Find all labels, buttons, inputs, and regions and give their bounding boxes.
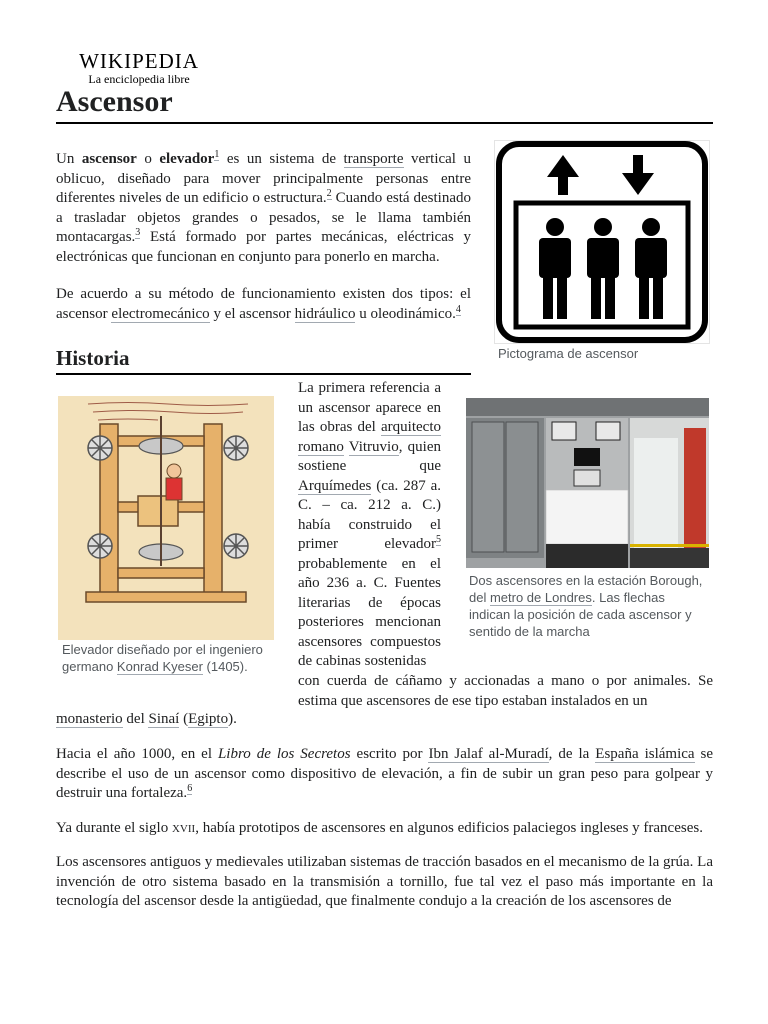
intro-paragraph-1 [56, 150, 471, 267]
paragraph-siglo-xvii [56, 819, 713, 839]
text: probablemente en el año 236 a. C. Fuentes literarias de épocas posteriores mencionan ascensores compuestos de cabinas sostenidas [298, 555, 441, 669]
paragraph-sistemas-traccion: Los ascensores antiguos y medievales utilizaban sistemas de tracción basados en el mecanismo de la grúa. La invención de otro sistema basado en la transmisión a tornillo, fue tal vez el paso más importante en la tecnología del ascensor desde la antigüedad, que finalmente condujo a la creación de los ascensores de [56, 854, 713, 909]
bold-term-elevador: elevador [159, 151, 215, 167]
hidraulico-link[interactable]: hidráulico [294, 305, 356, 322]
history-paragraph-end [56, 710, 713, 730]
page-title: Ascensor [56, 84, 713, 124]
text: Dos ascensores en la estación Borough, del [469, 573, 703, 605]
text: o [136, 151, 160, 167]
ref-5-link[interactable]: 5 [436, 534, 441, 545]
borough-caption [469, 572, 709, 640]
text: se describe el uso de un ascensor como dispositivo de elevación, a fin de subir un gran peso para golpear y destruir una fortaleza. [56, 746, 714, 801]
text: . Las flechas indican la posición de cada ascensor y sentido de la marcha [469, 590, 692, 639]
century-numeral: xvii [171, 820, 196, 836]
borough-station-image[interactable] [466, 398, 709, 568]
text: De acuerdo a su método de funcionamiento existen dos tipos: el ascensor [56, 286, 471, 322]
sinai-link[interactable]: Sinaí [148, 711, 180, 727]
metro-de-londres-link[interactable]: metro de Londres [489, 590, 592, 605]
egipto-link[interactable]: Egipto [188, 711, 229, 727]
text: Un [56, 151, 82, 167]
vitruvio-link[interactable]: Vitruvio [348, 438, 399, 455]
kyeser-caption [62, 641, 274, 675]
konrad-kyeser-link[interactable]: Konrad Kyeser [116, 659, 203, 674]
text: Elevador diseñado por el ingeniero germano [62, 642, 263, 674]
ibn-jalaf-link[interactable]: Ibn Jalaf al-Muradí [428, 746, 549, 762]
text: (ca. 287 a. C. – ca. 212 a. C.) había construido el primer elevador [298, 477, 441, 552]
ref-4-link[interactable]: 4 [455, 303, 461, 315]
text: , quien sostiene que [298, 438, 442, 474]
ref-1-link[interactable]: 1 [214, 149, 220, 160]
book-title: Libro de los Secretos [217, 746, 351, 762]
espana-islamica-link[interactable]: España islámica [595, 746, 695, 762]
ref-2-link[interactable]: 2 [326, 188, 332, 199]
section-title-historia: Historia [56, 344, 471, 375]
text: u oleodinámico. [355, 305, 456, 322]
text: Cuando está destinado a trasladar objetos grandes o pesados, se le llama también montacargas. [56, 190, 471, 245]
arquitecto-romano-link[interactable]: arquitecto romano [298, 419, 441, 455]
text: , había prototipos de ascensores en algunos edificios palaciegos ingleses y franceses. [195, 820, 703, 836]
intro-paragraph-2 [56, 285, 471, 324]
kyeser-elevator-image[interactable] [58, 396, 274, 640]
elevator-pictogram[interactable] [494, 140, 710, 344]
london-metro-elevators-photo [466, 398, 709, 568]
transporte-link[interactable]: transporte [343, 151, 404, 167]
text: del [122, 711, 149, 727]
text: ( [179, 711, 189, 727]
text: escrito por [350, 746, 429, 762]
elevator-pictogram-icon [495, 141, 709, 343]
electromecanico-link[interactable]: electromecánico [111, 305, 210, 322]
history-paragraph-column [298, 379, 441, 672]
bold-term-ascensor: ascensor [81, 151, 137, 167]
text: Está formado por partes mecánicas, eléctricas y electrónicas que funcionan en conjunto para ponerlo en marcha. [56, 229, 471, 265]
text: con cuerda de cáñamo y accionadas a mano o por animales. Se estima que ascensores de ese tipo estaban instalados en un [298, 673, 713, 709]
text: es un sistema de [219, 151, 344, 167]
wikipedia-wordmark: WIKIPEDIA [79, 49, 199, 73]
text: (1405). [202, 659, 248, 674]
paragraph-libro-secretos [56, 745, 713, 804]
ref-6-link[interactable]: 6 [187, 783, 193, 794]
text: ). [228, 711, 237, 727]
ref-3-link[interactable]: 3 [135, 227, 141, 238]
text: , de la [548, 746, 596, 762]
text: y el ascensor [209, 305, 295, 322]
monasterio-link[interactable]: monasterio [56, 711, 123, 727]
pictogram-caption: Pictograma de ascensor [498, 346, 639, 361]
text: Ya durante el siglo [56, 820, 172, 836]
text: vertical u oblicuo, diseñado para mover principalmente personas entre diferentes niveles de un edificio o estructura. [56, 151, 471, 206]
arquimedes-link[interactable]: Arquímedes [298, 477, 372, 494]
text: Hacia el año 1000, en el [56, 746, 218, 762]
wikipedia-tagline: La enciclopedia libre [88, 72, 190, 86]
medieval-elevator-drawing [58, 396, 274, 640]
text: La primera referencia a un ascensor aparece en las obras del [298, 380, 441, 435]
wikipedia-logo[interactable] [74, 50, 204, 86]
history-paragraph-wide [298, 672, 713, 711]
